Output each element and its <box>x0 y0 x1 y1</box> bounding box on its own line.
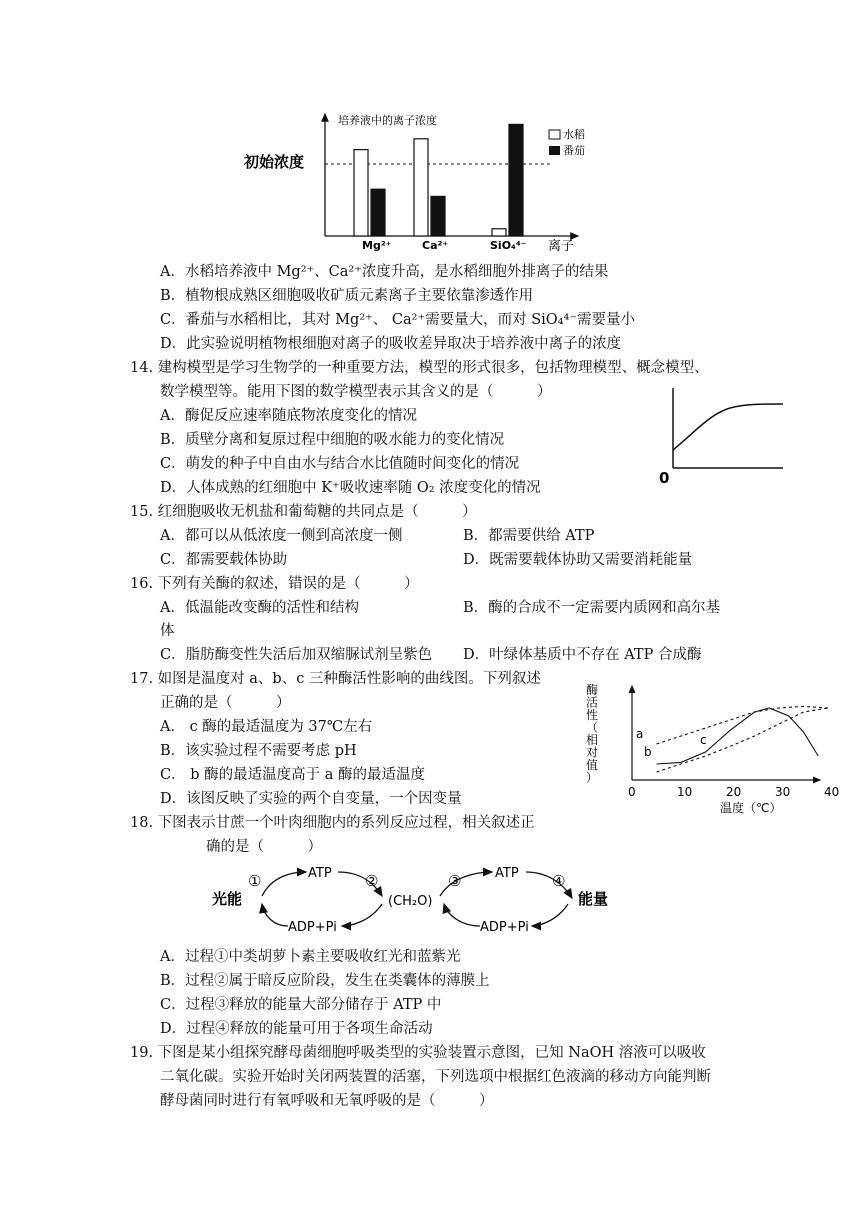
ch2o-label: (CH₂O) <box>388 894 433 909</box>
adp-2: ADP+Pi <box>480 920 529 935</box>
q19-stem-line1: 19. 下图是某小组探究酵母菌细胞呼吸类型的实验装置示意图，已知 NaOH 溶液可以吸收 <box>130 1045 706 1061</box>
arrow-3-bottom <box>532 904 568 926</box>
bar-rice-1 <box>414 139 428 236</box>
saturation-curve-figure <box>655 382 785 488</box>
q18-stem-line2: 确的是（ ） <box>206 839 322 855</box>
q18-stem-line1: 18. 下图表示甘蔗一个叶肉细胞内的系列反应过程，相关叙述正 <box>130 815 535 831</box>
step-2-label: ② <box>365 872 379 890</box>
step-3-label: ③ <box>448 872 462 890</box>
q16-option-c[interactable]: C．脂肪酶变性失活后加双缩脲试剂呈紫色 <box>160 647 433 663</box>
q14-stem-line2: 数学模型等。能用下图的数学模型表示其含义的是（ ） <box>160 384 552 400</box>
curve-label-c: c <box>700 733 707 747</box>
atp-2: ATP <box>495 866 519 881</box>
q16-option-d[interactable]: D．叶绿体基质中不存在 ATP 合成酶 <box>463 647 702 663</box>
q14-stem-line1: 14. 建构模型是学习生物学的一种重要方法，模型的形式很多，包括物理模型、概念模型、 <box>130 360 709 376</box>
enzyme-ylabel-char: （ <box>586 720 599 735</box>
enzyme-temperature-chart <box>572 680 840 820</box>
q13-option-c[interactable]: C．番茄与水稻相比，其对 Mg²⁺、 Ca²⁺需要量大，而对 SiO₄⁴⁻需要量小 <box>160 312 635 328</box>
ion-xlabel: 离子 <box>548 239 575 254</box>
q18-option-d[interactable]: D．过程④释放的能量可用于各项生命活动 <box>160 1021 433 1037</box>
bar-rice-2 <box>492 229 506 236</box>
q14-option-c[interactable]: C．萌发的种子中自由水与结合水比值随时间变化的情况 <box>160 456 520 472</box>
q15-option-b[interactable]: B．都需要供给 ATP <box>463 528 595 544</box>
bar-rice-0 <box>354 150 368 236</box>
ion-label-ca: Ca²⁺ <box>422 239 449 252</box>
q17-option-c[interactable]: C． b 酶的最适温度高于 a 酶的最适温度 <box>160 767 425 783</box>
enzyme-ylabel-char: ） <box>586 770 599 785</box>
q17-option-a[interactable]: A． c 酶的最适温度为 37℃左右 <box>160 719 373 735</box>
light-energy-label: 光能 <box>212 890 243 908</box>
enzyme-xlabel: 温度（℃） <box>720 801 782 815</box>
q14-option-a[interactable]: A．酶促反应速率随底物浓度变化的情况 <box>160 408 417 424</box>
q18-option-a[interactable]: A．过程①中类胡萝卜素主要吸收红光和蓝紫光 <box>160 949 461 965</box>
arrow-1-return <box>262 904 288 926</box>
arrow-1-top <box>262 872 306 896</box>
q16-stem: 16. 下列有关酶的叙述，错误的是（ ） <box>130 576 419 592</box>
enzyme-ylabel-char: 性 <box>586 708 599 722</box>
x-tick-label: 10 <box>677 785 693 799</box>
bar-tomato-1 <box>431 196 445 236</box>
bar-tomato-0 <box>371 189 385 236</box>
adp-1: ADP+Pi <box>288 920 337 935</box>
q16-option-a[interactable]: A．低温能改变酶的活性和结构 <box>160 600 359 616</box>
q17-stem-line2: 正确的是（ ） <box>160 695 291 711</box>
x-tick-label: 30 <box>775 785 791 799</box>
enzyme-ylabel-char: 酶 <box>586 683 599 697</box>
bar-tomato-2 <box>509 124 523 236</box>
q19-stem-line3: 酵母菌同时进行有氧呼吸和无氧呼吸的是（ ） <box>160 1093 494 1109</box>
q14-option-d[interactable]: D．人体成熟的红细胞中 K⁺吸收速率随 O₂ 浓度变化的情况 <box>160 480 541 496</box>
q19-stem-line2: 二氧化碳。实验开始时关闭两装置的活塞，下列选项中根据红色液滴的移动方向能判断 <box>160 1069 711 1085</box>
legend-tomato: 番茄 <box>563 144 585 157</box>
q16-option-b-wrap: 体 <box>160 623 175 639</box>
origin-label: 0 <box>659 469 670 487</box>
q15-option-a[interactable]: A．都可以从低浓度一侧到高浓度一侧 <box>160 528 403 544</box>
q18-option-c[interactable]: C．过程③释放的能量大部分储存于 ATP 中 <box>160 997 442 1013</box>
q15-option-d[interactable]: D．既需要载体协助又需要消耗能量 <box>463 552 693 568</box>
enzyme-ylabel-char: 对 <box>586 745 599 760</box>
q14-option-b[interactable]: B．质壁分离和复原过程中细胞的吸水能力的变化情况 <box>160 432 505 448</box>
enzyme-ylabel-char: 值 <box>586 758 599 772</box>
q15-option-c[interactable]: C．都需要载体协助 <box>160 552 288 568</box>
q17-option-b[interactable]: B．该实验过程不需要考虑 pH <box>160 743 357 759</box>
atp-cycle-diagram <box>200 860 620 940</box>
ion-label-sio4: SiO₄⁴⁻ <box>490 239 527 252</box>
legend-swatch-tomato <box>549 146 560 155</box>
saturation-curve <box>673 404 783 450</box>
q13-option-b[interactable]: B．植物根成熟区细胞吸收矿质元素离子主要依靠渗透作用 <box>160 288 534 304</box>
enzyme-ylabel-char: 活 <box>586 695 599 710</box>
q18-option-b[interactable]: B．过程②属于暗反应阶段，发生在类囊体的薄膜上 <box>160 973 490 989</box>
x-tick-label: 20 <box>726 785 742 799</box>
curve-label-b: b <box>644 745 652 759</box>
curve-label-a: a <box>636 727 644 741</box>
step-1-label: ① <box>248 872 262 890</box>
x-tick-label: 0 <box>628 785 636 799</box>
x-tick-label: 40 <box>824 785 840 799</box>
step-4-label: ④ <box>552 872 566 890</box>
arrow-3-return <box>444 904 480 926</box>
q15-stem: 15. 红细胞吸收无机盐和葡萄糖的共同点是（ ） <box>130 504 477 520</box>
arrow-1-bottom <box>342 904 382 926</box>
q13-option-d[interactable]: D．此实验说明植物根细胞对离子的吸收差异取决于培养液中离子的浓度 <box>160 336 622 352</box>
legend-swatch-rice <box>549 130 560 139</box>
energy-label: 能量 <box>578 890 609 908</box>
q17-option-d[interactable]: D．该图反映了实验的两个自变量，一个因变量 <box>160 791 462 807</box>
atp-1: ATP <box>308 866 332 881</box>
ion-bar-chart <box>230 108 610 256</box>
ion-ylabel: 培养液中的离子浓度 <box>338 114 437 127</box>
ion-label-mg: Mg²⁺ <box>362 239 392 252</box>
legend-rice: 水稻 <box>563 128 585 141</box>
q16-option-b[interactable]: B．酶的合成不一定需要内质网和高尔基 <box>463 600 721 616</box>
enzyme-ylabel-char: 相 <box>586 733 599 747</box>
q13-option-a[interactable]: A．水稻培养液中 Mg²⁺、Ca²⁺浓度升高，是水稻细胞外排离子的结果 <box>160 264 609 280</box>
initial-concentration-label: 初始浓度 <box>244 153 305 171</box>
q17-stem-line1: 17. 如图是温度对 a、b、c 三种酶活性影响的曲线图。下列叙述 <box>130 671 541 687</box>
